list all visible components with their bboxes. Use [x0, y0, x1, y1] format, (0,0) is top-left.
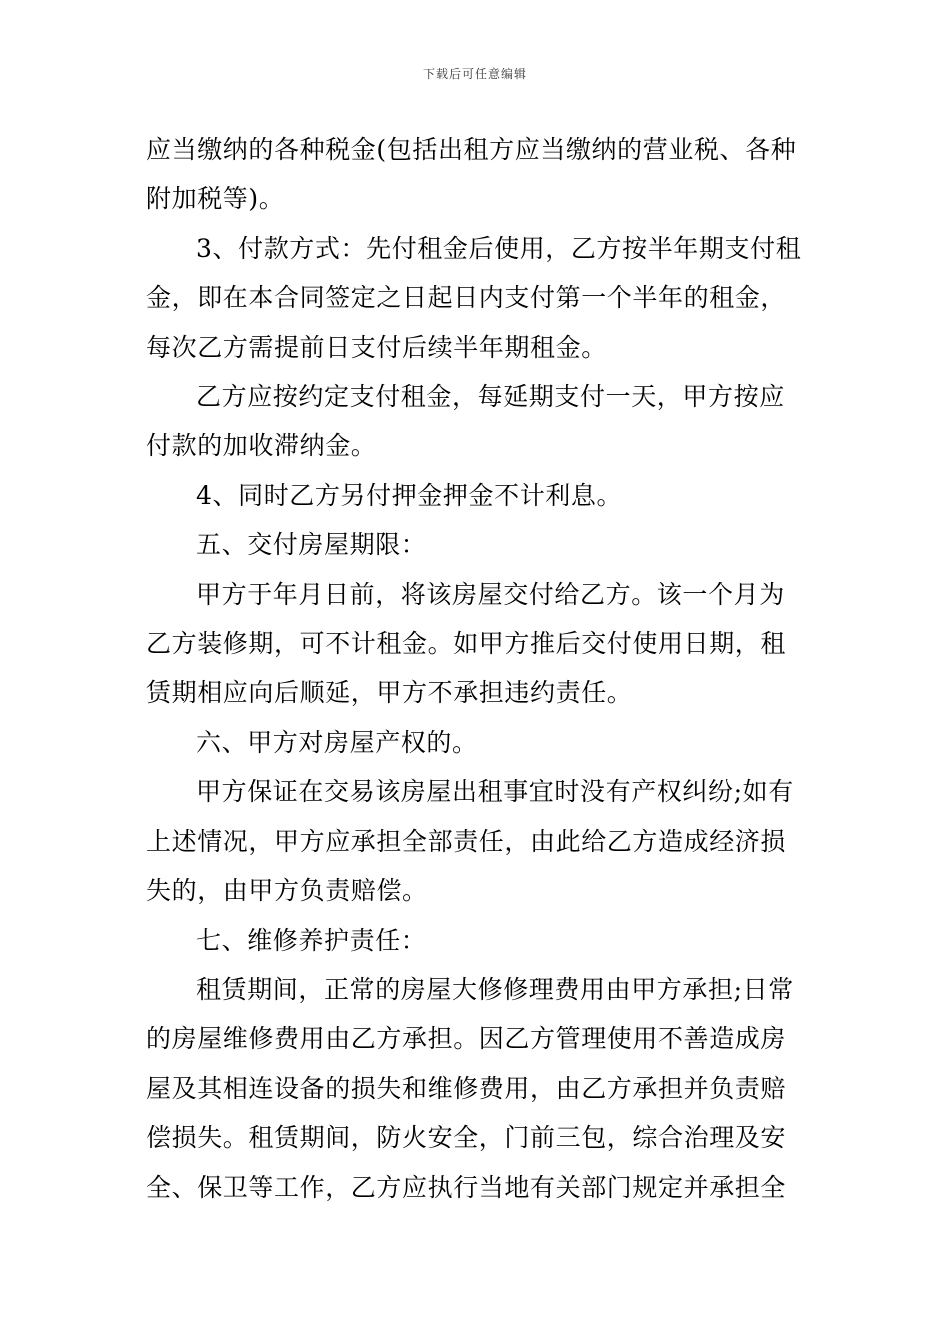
- paragraph-tax: [146, 125, 810, 224]
- section-heading-delivery: [146, 520, 810, 569]
- paragraph-delivery: [146, 570, 810, 718]
- document-body: [146, 125, 810, 1212]
- text-line: 乙方装修期，可不计租金。如甲方推后交付使用日期，租: [146, 629, 787, 659]
- text-line: 每次乙方需提前日支付后续半年期租金。: [146, 332, 607, 362]
- paragraph-property-rights: [146, 767, 810, 915]
- text-line: 屋及其相连设备的损失和维修费用，由乙方承担并负责赔: [146, 1073, 787, 1103]
- text-line: 乙方应按约定支付租金，每延期支付一天，甲方按应: [196, 382, 785, 412]
- text-line: 4、同时乙方另付押金押金不计利息。: [196, 480, 623, 510]
- text-line: 金，即在本合同签定之日起日内支付第一个半年的租金，: [146, 283, 787, 313]
- section-heading: 七、维修养护责任：: [196, 925, 427, 955]
- text-line: 失的，由甲方负责赔偿。: [146, 876, 428, 906]
- text-line: 应当缴纳的各种税金(包括出租方应当缴纳的营业税、各种: [146, 135, 797, 164]
- paragraph-late-fee: [146, 372, 810, 471]
- paragraph-deposit: [146, 471, 810, 520]
- text-line: 3、付款方式：先付租金后使用，乙方按半年期支付租: [196, 233, 802, 263]
- section-heading: 六、甲方对房屋产权的。: [196, 727, 478, 757]
- text-line: 甲方保证在交易该房屋出租事宜时没有产权纠纷;如有: [196, 777, 794, 807]
- text-line: 赁期相应向后顺延，甲方不承担违约责任。: [146, 678, 633, 708]
- page-header: 下载后可任意编辑: [422, 67, 527, 81]
- text-line: 附加税等)。: [146, 184, 285, 214]
- section-heading-property-rights: [146, 718, 810, 767]
- paragraph-maintenance: [146, 965, 810, 1212]
- text-line: 租赁期间，正常的房屋大修修理费用由甲方承担;日常: [196, 974, 794, 1004]
- text-line: 付款的加收滞纳金。: [146, 431, 377, 461]
- text-line: 的房屋维修费用由乙方承担。因乙方管理使用不善造成房: [146, 1024, 787, 1054]
- text-line: 全、保卫等工作，乙方应执行当地有关部门规定并承担全: [146, 1172, 787, 1202]
- section-heading-maintenance: [146, 916, 810, 965]
- text-line: 上述情况，甲方应承担全部责任，由此给乙方造成经济损: [146, 826, 787, 856]
- text-line: 甲方于年月日前，将该房屋交付给乙方。该一个月为: [196, 579, 785, 609]
- paragraph-payment-method: [146, 224, 810, 372]
- section-heading: 五、交付房屋期限：: [196, 530, 427, 560]
- text-line: 偿损失。租赁期间，防火安全，门前三包，综合治理及安: [146, 1123, 787, 1153]
